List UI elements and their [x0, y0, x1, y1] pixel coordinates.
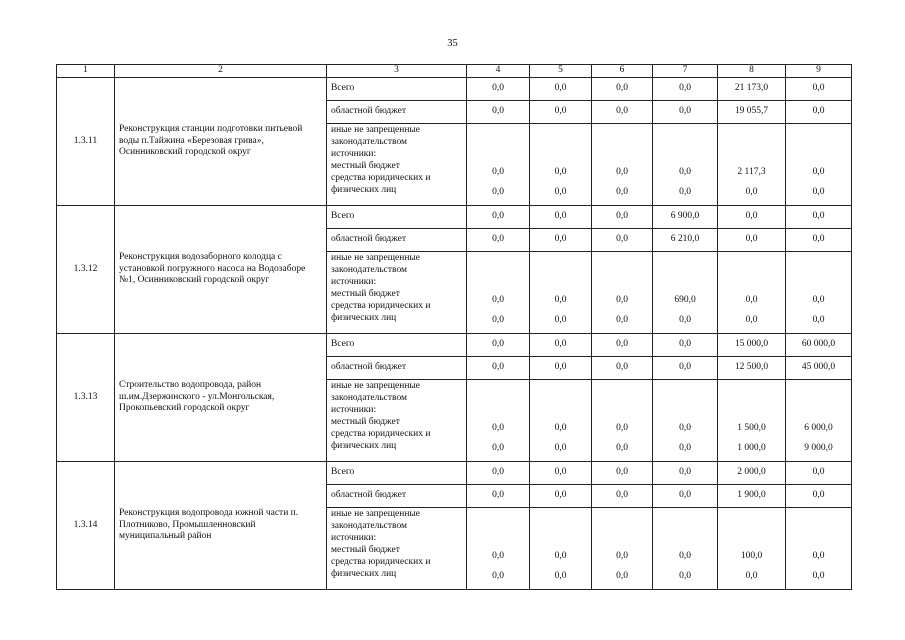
value-spacer — [596, 380, 648, 418]
source-label-line: средства юридических и — [331, 429, 431, 439]
value-spacer — [471, 508, 525, 546]
source-label-line: законодательством — [331, 521, 408, 531]
source-label-line: местный бюджет — [331, 289, 400, 299]
source-other-stack — [331, 508, 462, 589]
source-label-line: источники: — [331, 405, 377, 415]
value-spacer — [722, 380, 781, 418]
value-cell: 0,0 — [530, 101, 592, 124]
value-cell-stack — [653, 252, 718, 334]
legal-entities-value: 0,0 — [745, 187, 758, 197]
legal-entities-value: 0,0 — [812, 571, 825, 581]
value-spacer — [471, 124, 525, 162]
value-cell: 0,0 — [653, 78, 718, 101]
value-cell-stack — [718, 380, 786, 462]
source-regional-label: областной бюджет — [327, 229, 467, 252]
value-spacer — [790, 380, 847, 418]
value-stack — [596, 508, 648, 589]
value-cell: 0,0 — [718, 206, 786, 229]
value-spacer — [534, 508, 587, 546]
value-cell: 0,0 — [653, 101, 718, 124]
source-regional-label: областной бюджет — [327, 101, 467, 124]
header-row — [57, 65, 852, 78]
local-budget-value: 0,0 — [812, 167, 825, 177]
value-cell: 2 000,0 — [718, 462, 786, 485]
value-cell-stack — [786, 252, 852, 334]
legal-entities-value: 0,0 — [616, 443, 628, 453]
legal-entities-value: 0,0 — [812, 187, 825, 197]
legal-entities-value: 0,0 — [679, 571, 691, 581]
source-other-stack — [331, 380, 462, 461]
value-cell-stack — [592, 508, 653, 590]
value-cell-stack — [592, 252, 653, 334]
local-budget-value: 0,0 — [554, 551, 567, 561]
value-cell: 0,0 — [530, 357, 592, 380]
value-stack — [471, 252, 525, 333]
legal-entities-value: 0,0 — [554, 443, 567, 453]
column-header: 6 — [592, 65, 653, 78]
value-cell: 0,0 — [592, 206, 653, 229]
value-cell: 6 210,0 — [653, 229, 718, 252]
value-stack — [790, 508, 847, 589]
legal-entities-value: 0,0 — [554, 571, 567, 581]
item-total-row — [57, 78, 852, 101]
column-header: 9 — [786, 65, 852, 78]
local-budget-value: 0,0 — [492, 167, 504, 177]
value-spacer — [534, 252, 587, 290]
value-cell-stack — [786, 508, 852, 590]
value-stack — [790, 124, 847, 205]
source-label-line: физических лиц — [331, 185, 397, 195]
value-cell: 0,0 — [467, 206, 530, 229]
column-header: 5 — [530, 65, 592, 78]
value-spacer — [657, 252, 713, 290]
value-spacer — [790, 508, 847, 546]
value-cell-stack — [718, 508, 786, 590]
item-code: 1.3.11 — [57, 78, 115, 206]
local-budget-value: 0,0 — [679, 167, 691, 177]
value-stack — [722, 380, 781, 461]
value-stack — [722, 252, 781, 333]
source-regional-label: областной бюджет — [327, 357, 467, 380]
source-label-line: иные не запрещенные — [331, 509, 421, 519]
value-cell: 0,0 — [592, 101, 653, 124]
value-cell: 0,0 — [592, 485, 653, 508]
source-other-label — [327, 124, 467, 206]
legal-entities-value: 0,0 — [616, 315, 628, 325]
budget-table — [56, 64, 852, 590]
item-name: Реконструкция водопровода южной части п. Плотниково, Промышленновский муниципальный район — [115, 462, 327, 590]
value-cell: 0,0 — [786, 78, 852, 101]
value-cell: 0,0 — [592, 229, 653, 252]
value-stack — [596, 380, 648, 461]
value-cell: 0,0 — [653, 462, 718, 485]
value-spacer — [790, 252, 847, 290]
value-spacer — [596, 252, 648, 290]
item-total-row — [57, 206, 852, 229]
legal-entities-value: 0,0 — [492, 443, 504, 453]
value-cell: 6 900,0 — [653, 206, 718, 229]
legal-entities-value: 0,0 — [745, 571, 758, 581]
column-header: 8 — [718, 65, 786, 78]
local-budget-value: 0,0 — [492, 551, 504, 561]
local-budget-value: 0,0 — [554, 295, 567, 305]
value-spacer — [722, 252, 781, 290]
value-cell: 0,0 — [653, 485, 718, 508]
value-cell-stack — [530, 124, 592, 206]
value-spacer — [534, 380, 587, 418]
source-label-line: источники: — [331, 533, 377, 543]
source-other-label — [327, 508, 467, 590]
source-label-line: физических лиц — [331, 569, 397, 579]
item-total-row — [57, 334, 852, 357]
source-label-line: местный бюджет — [331, 545, 400, 555]
source-total-label: Всего — [327, 462, 467, 485]
legal-entities-value: 0,0 — [679, 443, 691, 453]
local-budget-value: 0,0 — [554, 423, 567, 433]
value-cell: 0,0 — [467, 334, 530, 357]
source-regional-label: областной бюджет — [327, 485, 467, 508]
value-cell-stack — [592, 124, 653, 206]
value-cell-stack — [653, 508, 718, 590]
local-budget-value: 6 000,0 — [804, 423, 833, 433]
source-label-line: средства юридических и — [331, 301, 431, 311]
value-cell: 0,0 — [786, 485, 852, 508]
value-cell: 0,0 — [653, 334, 718, 357]
value-stack — [657, 380, 713, 461]
legal-entities-value: 0,0 — [492, 187, 504, 197]
value-spacer — [657, 508, 713, 546]
value-stack — [596, 124, 648, 205]
legal-entities-value: 0,0 — [492, 315, 504, 325]
legal-entities-value: 0,0 — [554, 187, 567, 197]
source-total-label: Всего — [327, 206, 467, 229]
value-cell-stack — [786, 124, 852, 206]
source-other-label — [327, 380, 467, 462]
value-cell-stack — [718, 252, 786, 334]
local-budget-value: 0,0 — [679, 423, 691, 433]
legal-entities-value: 0,0 — [745, 315, 758, 325]
source-total-label: Всего — [327, 78, 467, 101]
item-code: 1.3.14 — [57, 462, 115, 590]
source-label-line: местный бюджет — [331, 161, 400, 171]
local-budget-value: 2 117,3 — [737, 167, 766, 177]
value-cell-stack — [467, 508, 530, 590]
value-cell: 0,0 — [530, 462, 592, 485]
value-cell-stack — [592, 380, 653, 462]
source-label-line: средства юридических и — [331, 557, 431, 567]
value-stack — [471, 124, 525, 205]
local-budget-value: 0,0 — [812, 551, 825, 561]
source-label-line: источники: — [331, 277, 377, 287]
table-body — [57, 78, 852, 590]
value-cell: 0,0 — [530, 485, 592, 508]
source-label-line: местный бюджет — [331, 417, 400, 427]
source-other-label — [327, 252, 467, 334]
source-other-stack — [331, 124, 462, 205]
legal-entities-value: 0,0 — [554, 315, 567, 325]
item-code: 1.3.12 — [57, 206, 115, 334]
value-cell: 0,0 — [467, 229, 530, 252]
value-spacer — [596, 124, 648, 162]
value-cell: 0,0 — [467, 485, 530, 508]
value-stack — [790, 380, 847, 461]
value-spacer — [722, 508, 781, 546]
value-spacer — [722, 124, 781, 162]
legal-entities-value: 0,0 — [812, 315, 825, 325]
value-cell: 0,0 — [467, 101, 530, 124]
value-stack — [534, 508, 587, 589]
value-stack — [722, 508, 781, 589]
legal-entities-value: 0,0 — [616, 187, 628, 197]
local-budget-value: 1 500,0 — [737, 423, 766, 433]
legal-entities-value: 0,0 — [679, 315, 691, 325]
item-total-row — [57, 462, 852, 485]
legal-entities-value: 0,0 — [679, 187, 691, 197]
value-cell: 0,0 — [592, 78, 653, 101]
column-header: 3 — [327, 65, 467, 78]
value-cell: 21 173,0 — [718, 78, 786, 101]
local-budget-value: 690,0 — [674, 295, 696, 305]
value-cell-stack — [786, 380, 852, 462]
value-cell-stack — [467, 124, 530, 206]
value-cell-stack — [530, 252, 592, 334]
column-header: 4 — [467, 65, 530, 78]
value-spacer — [657, 380, 713, 418]
local-budget-value: 0,0 — [745, 295, 758, 305]
value-stack — [471, 508, 525, 589]
value-stack — [534, 124, 587, 205]
value-spacer — [657, 124, 713, 162]
value-cell: 0,0 — [718, 229, 786, 252]
value-cell-stack — [718, 124, 786, 206]
source-label-line: законодательством — [331, 393, 408, 403]
value-cell: 0,0 — [786, 462, 852, 485]
value-cell: 12 500,0 — [718, 357, 786, 380]
value-cell: 0,0 — [653, 357, 718, 380]
value-cell: 0,0 — [530, 78, 592, 101]
local-budget-value: 0,0 — [616, 295, 628, 305]
source-label-line: иные не запрещенные — [331, 381, 421, 391]
local-budget-value: 0,0 — [616, 167, 628, 177]
local-budget-value: 0,0 — [679, 551, 691, 561]
value-cell-stack — [530, 380, 592, 462]
value-cell-stack — [467, 380, 530, 462]
value-cell: 0,0 — [592, 462, 653, 485]
value-cell: 19 055,7 — [718, 101, 786, 124]
source-label-line: иные не запрещенные — [331, 125, 421, 135]
local-budget-value: 0,0 — [554, 167, 567, 177]
page-number: 35 — [447, 38, 458, 49]
value-spacer — [596, 508, 648, 546]
legal-entities-value: 1 000,0 — [737, 443, 766, 453]
value-cell: 0,0 — [592, 334, 653, 357]
local-budget-value: 0,0 — [616, 551, 628, 561]
value-spacer — [790, 124, 847, 162]
legal-entities-value: 0,0 — [616, 571, 628, 581]
value-cell: 15 000,0 — [718, 334, 786, 357]
value-cell: 0,0 — [786, 229, 852, 252]
value-cell: 45 000,0 — [786, 357, 852, 380]
local-budget-value: 0,0 — [492, 295, 504, 305]
value-stack — [722, 124, 781, 205]
value-cell: 0,0 — [467, 78, 530, 101]
value-spacer — [471, 380, 525, 418]
value-cell: 0,0 — [786, 101, 852, 124]
local-budget-value: 0,0 — [492, 423, 504, 433]
item-name: Строительство водопровода, район ш.им.Дзержинского - ул.Монгольская, Прокопьевский городской округ — [115, 334, 327, 462]
source-total-label: Всего — [327, 334, 467, 357]
value-cell-stack — [530, 508, 592, 590]
value-cell: 1 900,0 — [718, 485, 786, 508]
value-stack — [790, 252, 847, 333]
source-label-line: законодательством — [331, 265, 408, 275]
value-cell: 0,0 — [467, 357, 530, 380]
source-label-line: физических лиц — [331, 313, 397, 323]
local-budget-value: 100,0 — [740, 551, 763, 561]
item-name: Реконструкция водозаборного колодца с установкой погружного насоса на Водозаборе №1, Осинниковский городской округ — [115, 206, 327, 334]
value-stack — [657, 508, 713, 589]
local-budget-value: 0,0 — [812, 295, 825, 305]
value-cell-stack — [467, 252, 530, 334]
legal-entities-value: 0,0 — [492, 571, 504, 581]
value-stack — [657, 124, 713, 205]
value-stack — [534, 252, 587, 333]
value-cell: 0,0 — [786, 206, 852, 229]
value-spacer — [471, 252, 525, 290]
value-cell: 0,0 — [592, 357, 653, 380]
value-cell: 0,0 — [530, 334, 592, 357]
source-label-line: физических лиц — [331, 441, 397, 451]
column-header: 7 — [653, 65, 718, 78]
value-cell-stack — [653, 380, 718, 462]
value-stack — [657, 252, 713, 333]
value-cell-stack — [653, 124, 718, 206]
value-stack — [471, 380, 525, 461]
item-name: Реконструкция станции подготовки питьевой воды п.Тайжина «Березовая грива», Осинниковский городской округ — [115, 78, 327, 206]
source-label-line: источники: — [331, 149, 377, 159]
value-spacer — [534, 124, 587, 162]
local-budget-value: 0,0 — [616, 423, 628, 433]
value-cell: 0,0 — [530, 229, 592, 252]
value-cell: 60 000,0 — [786, 334, 852, 357]
source-label-line: средства юридических и — [331, 173, 431, 183]
source-label-line: законодательством — [331, 137, 408, 147]
value-stack — [534, 380, 587, 461]
value-cell: 0,0 — [530, 206, 592, 229]
source-label-line: иные не запрещенные — [331, 253, 421, 263]
column-header: 1 — [57, 65, 115, 78]
value-stack — [596, 252, 648, 333]
item-code: 1.3.13 — [57, 334, 115, 462]
source-other-stack — [331, 252, 462, 333]
value-cell: 0,0 — [467, 462, 530, 485]
column-header: 2 — [115, 65, 327, 78]
legal-entities-value: 9 000,0 — [804, 443, 833, 453]
